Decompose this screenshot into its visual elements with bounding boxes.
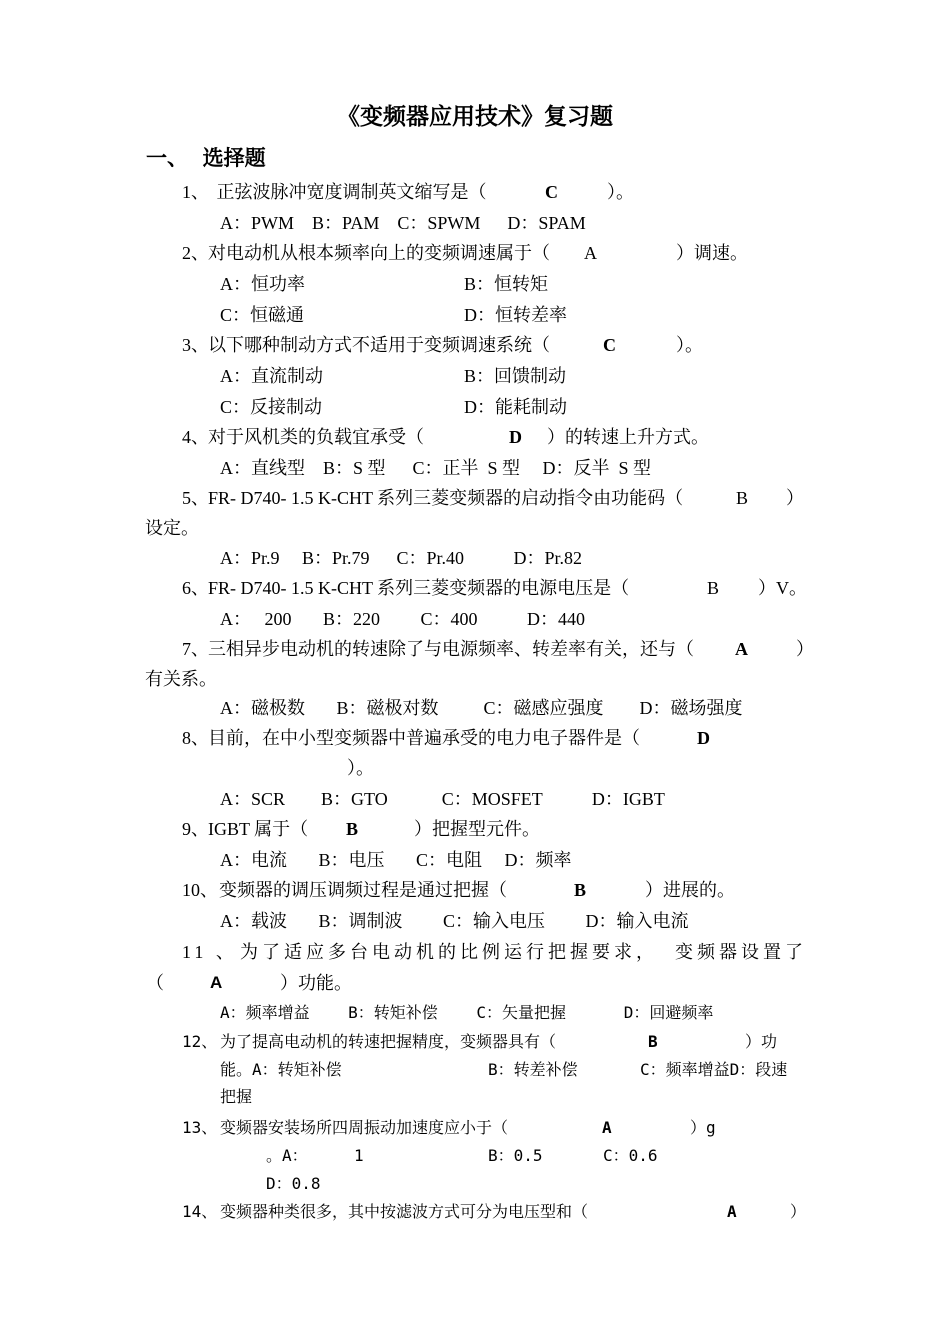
option-a: A：直流制动: [220, 366, 323, 386]
document-title: 《变频器应用技术》复习题: [337, 104, 613, 130]
option-b: B：转差补偿: [488, 1060, 578, 1079]
question-stem: IGBT 属于（: [208, 819, 309, 839]
options: A：电流 B：电压 C：电阻 D：频率: [220, 850, 572, 870]
question-stem-end: ）。: [676, 335, 703, 355]
answer: C: [603, 335, 616, 355]
question-number: 11 、: [182, 942, 238, 962]
answer: B: [736, 488, 749, 508]
options: A：载波 B：调制波 C：输入电压 D：输入电流: [220, 911, 689, 931]
question-stem: 变频器种类很多，其中按滤波方式可分为电压型和（: [220, 1202, 589, 1221]
question-stem-continued: （: [146, 973, 164, 993]
option-a: A：恒功率: [220, 274, 305, 294]
answer: A: [727, 1202, 737, 1221]
question-stem-continued: 有关系。: [145, 669, 217, 689]
answer: B: [648, 1032, 658, 1051]
question-stem: 为了提高电动机的转速把握精度，变频器具有（: [220, 1032, 557, 1051]
question-stem-end: ）。: [347, 758, 374, 778]
option-a: 。A：: [266, 1146, 308, 1165]
option-b: B：回馈制动: [464, 366, 567, 386]
option-d-continued: 把握: [220, 1087, 253, 1106]
question-stem-end: ）: [786, 488, 804, 508]
options: A：磁极数 B：磁极对数 C：磁感应强度 D：磁场强度: [220, 698, 743, 718]
options: A：频率增益 B：转矩补偿 C：矢量把握 D：回避频率: [220, 1003, 714, 1022]
options: A：Pr.9 B：Pr.79 C：Pr.40 D：Pr.82: [220, 548, 583, 568]
answer: B: [574, 880, 587, 900]
answer: A: [584, 243, 597, 263]
question-number: 1、: [182, 182, 209, 202]
question-stem: 对电动机从根本频率向上的变频调速属于（: [208, 243, 555, 263]
question-number: 5、: [182, 488, 209, 508]
question-stem-continued: 设定。: [145, 518, 199, 538]
option-d: D：0.8: [266, 1174, 321, 1193]
answer: D: [509, 427, 522, 447]
question-stem: 目前，在中小型变频器中普遍承受的电力电子器件是（: [208, 728, 640, 748]
question-stem: FR- D740- 1.5 K-CHT 系列三菱变频器的启动指令由功能码（: [208, 488, 684, 508]
options: A： 200 B：220 C：400 D：440: [220, 609, 586, 629]
question-number: 12、: [182, 1032, 218, 1051]
option-c-d: C：频率增益D：段速: [640, 1060, 788, 1079]
question-number: 10、: [182, 880, 218, 900]
question-number: 4、: [182, 427, 209, 447]
answer: D: [697, 728, 710, 748]
option-d: D：恒转差率: [464, 305, 567, 325]
question-stem: 对于风机类的负载宜承受（: [208, 427, 424, 447]
question-number: 2、: [182, 243, 209, 263]
question-stem-end: ）。: [607, 182, 634, 202]
question-stem-end: ）功能。: [280, 973, 352, 993]
option-a: 能。A：转矩补偿: [220, 1060, 342, 1079]
option-a-value: 1: [354, 1146, 364, 1165]
question-stem: 为了适应多台电动机的比例运行把握要求， 变频器设置了: [240, 942, 807, 962]
section-heading: 一、 选择题: [146, 146, 266, 170]
question-stem-end: ）V。: [758, 578, 807, 598]
options: A：PWM B：PAM C：SPWM D：SPAM: [220, 213, 586, 233]
answer: C: [545, 182, 558, 202]
question-stem-end: ）把握型元件。: [414, 819, 540, 839]
question-number: 8、: [182, 728, 209, 748]
question-stem-end: ）: [796, 639, 814, 659]
question-stem: 以下哪种制动方式不适用于变频调速系统（: [208, 335, 550, 355]
question-stem-end: ）: [790, 1202, 807, 1221]
question-stem: 正弦波脉冲宽度调制英文缩写是（: [212, 182, 487, 202]
answer: B: [707, 578, 720, 598]
question-stem-end: ）调速。: [676, 243, 748, 263]
option-d: D：能耗制动: [464, 397, 567, 417]
options: A：直线型 B：S 型 C：正半 S 型 D：反半 S 型: [220, 458, 652, 478]
question-number: 14、: [182, 1202, 218, 1221]
answer: B: [346, 819, 359, 839]
question-stem-end: ）进展的。: [645, 880, 735, 900]
question-number: 9、: [182, 819, 209, 839]
question-stem: 变频器的调压调频过程是通过把握（: [219, 880, 507, 900]
answer: A: [735, 639, 748, 659]
option-b: B：恒转矩: [464, 274, 549, 294]
question-number: 7、: [182, 639, 209, 659]
question-stem: 三相异步电动机的转速除了与电源频率、转差率有关，还与（: [208, 639, 699, 659]
question-stem-end: ）的转速上升方式。: [547, 427, 709, 447]
option-c: C：0.6: [603, 1146, 658, 1165]
options: A：SCR B：GTO C：MOSFET D：IGBT: [220, 789, 665, 809]
question-number: 3、: [182, 335, 209, 355]
answer: A: [210, 973, 223, 992]
question-stem: FR- D740- 1.5 K-CHT 系列三菱变频器的电源电压是（: [208, 578, 630, 598]
question-stem: 变频器安装场所四周振动加速度应小于（: [220, 1118, 509, 1137]
question-number: 6、: [182, 578, 209, 598]
answer: A: [602, 1118, 612, 1137]
option-c: C：反接制动: [220, 397, 323, 417]
question-stem-end: ）功: [745, 1032, 778, 1051]
option-b: B：0.5: [488, 1146, 543, 1165]
option-c: C：恒磁通: [220, 305, 305, 325]
question-number: 13、: [182, 1118, 218, 1137]
question-stem-end: ）g: [690, 1118, 716, 1137]
